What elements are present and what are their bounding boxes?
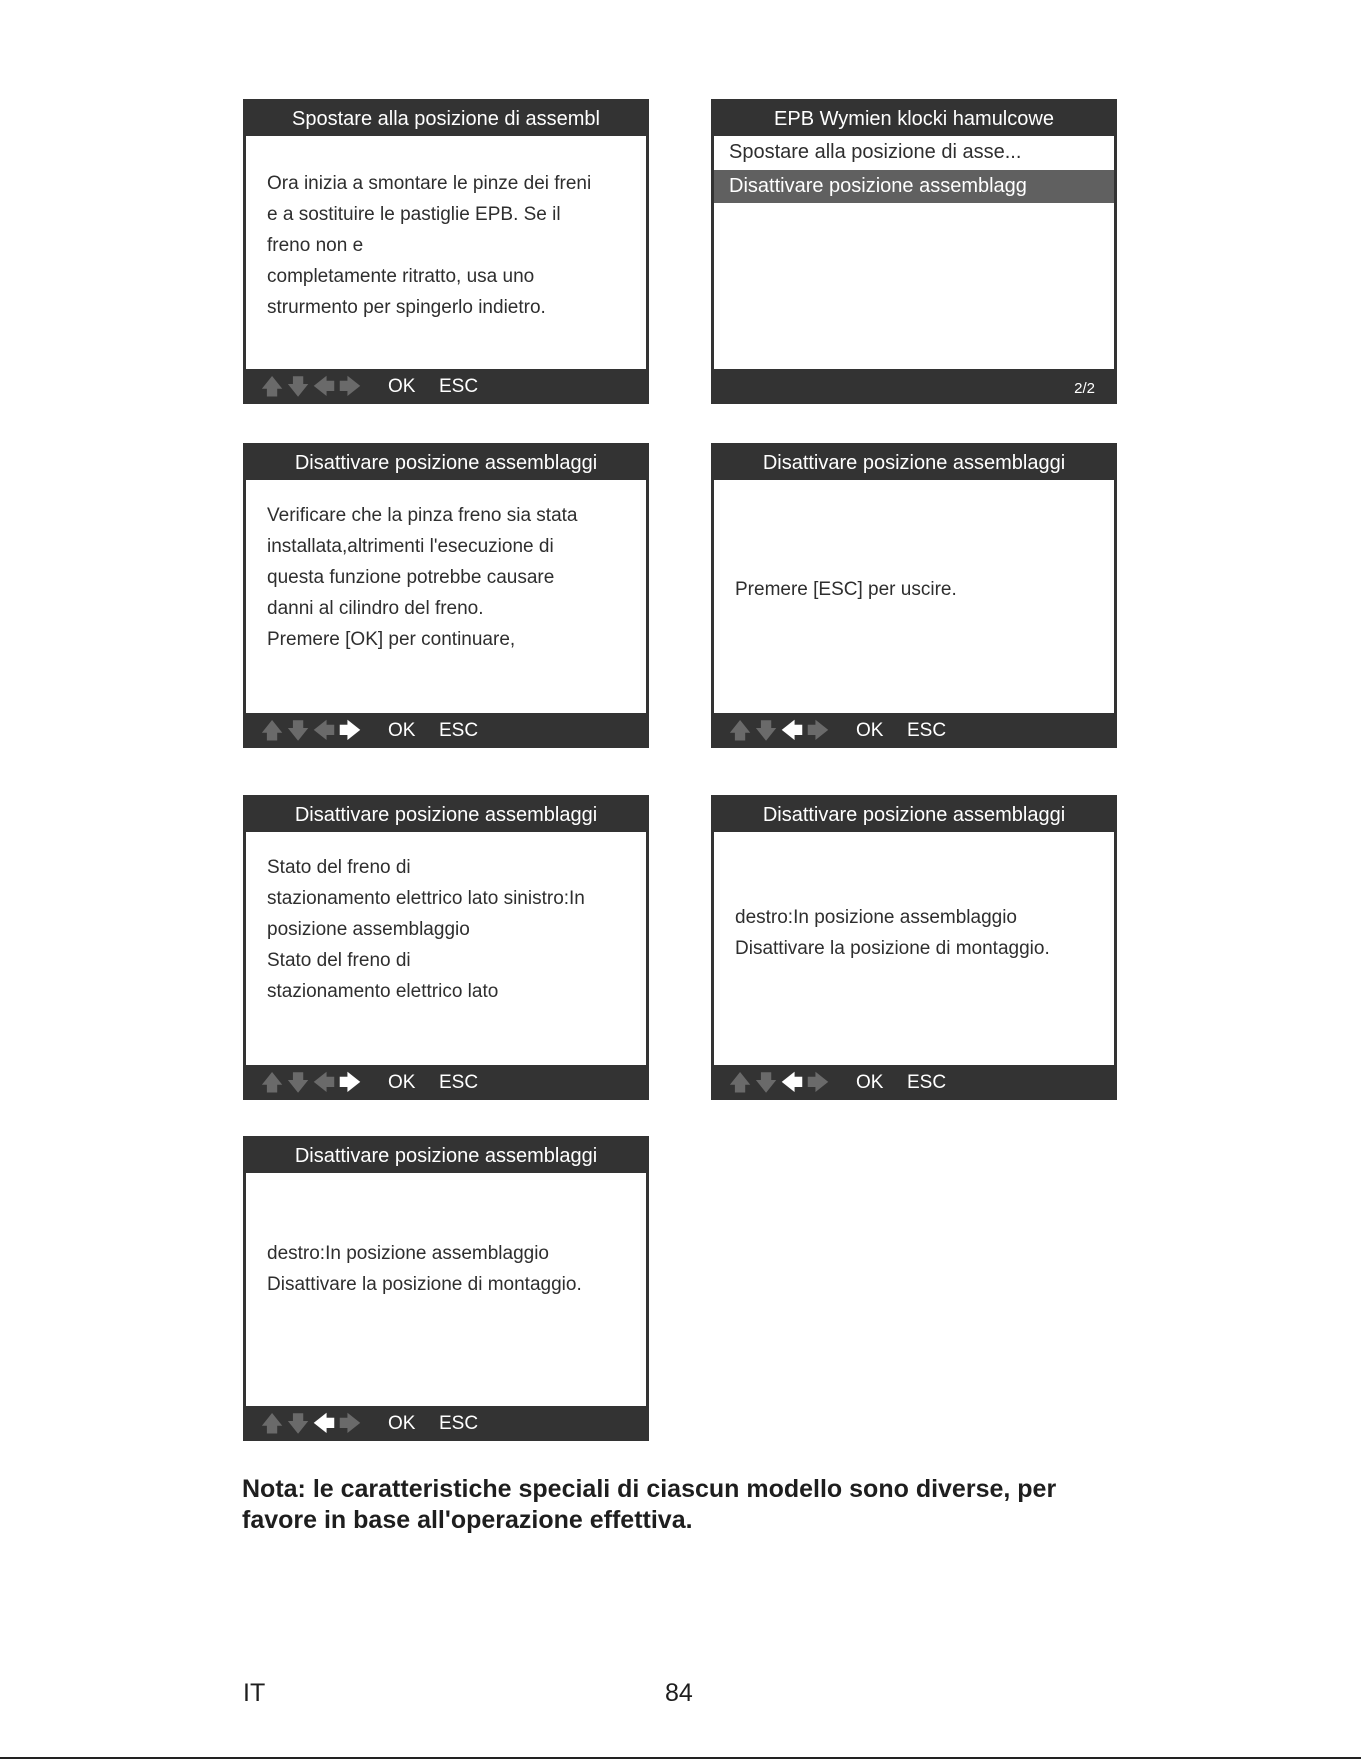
message-line: Disattivare la posizione di montaggio. [267,1274,582,1295]
screen-title: EPB Wymien klocki hamulcowe [774,108,1054,130]
arrow-down-icon: 🡇 [286,374,310,399]
arrow-right-icon: 🡆 [338,1411,362,1436]
arrow-up-icon: 🡅 [260,1411,284,1436]
message-line: Stato del freno di [267,857,411,878]
esc-key: ESC [439,376,479,397]
message-line: Stato del freno di [267,950,411,971]
arrow-left-icon: 🡄 [312,1070,336,1095]
screen-brake-status-left [243,795,649,1100]
nav-arrows [727,1065,831,1101]
arrow-right-icon: 🡆 [338,718,362,743]
screen-footer [243,1065,649,1100]
ok-key: OK [856,1072,884,1093]
message-line: e a sostituire le pastiglie EPB. Se il [267,204,561,225]
ok-key: OK [388,1072,416,1093]
esc-key: ESC [439,1413,479,1434]
message-text [267,500,636,655]
arrow-right-icon: 🡆 [806,718,830,743]
message-line: completamente ritratto, usa uno [267,266,535,287]
arrow-up-icon: 🡅 [728,1070,752,1095]
message-line: danni al cilindro del freno. [267,598,484,619]
screen-deactivate-confirm [243,443,649,748]
page-indicator: 2/2 [1074,380,1095,397]
nav-arrows [727,713,831,749]
screen-title: Disattivare posizione assemblaggi [294,1145,598,1167]
arrow-left-icon: 🡄 [780,1070,804,1095]
screen-press-esc [711,443,1117,748]
note-paragraph [242,1474,1122,1536]
message-text [267,1238,636,1300]
message-line: Premere [OK] per continuare, [267,629,516,650]
screen-footer [243,713,649,748]
note-line: Nota: le caratteristiche speciali di ciascun modello sono diverse, per [242,1475,1057,1503]
nav-arrows [259,713,363,749]
page-bottom-rule [0,1757,1361,1759]
message-line: destro:In posizione assemblaggio [735,907,1018,928]
ok-key: OK [388,1413,416,1434]
arrow-right-icon: 🡆 [806,1070,830,1095]
message-line: installata,altrimenti l'esecuzione di [267,536,554,557]
arrow-left-icon: 🡄 [312,374,336,399]
page-number: 84 [665,1679,693,1707]
message-text [735,574,1104,605]
message-line: stazionamento elettrico lato [267,981,499,1002]
esc-key: ESC [439,1072,479,1093]
nav-arrows [259,1406,363,1442]
menu-item-deactivate-assembly[interactable]: Disattivare posizione assemblagg [714,170,1114,203]
screen-footer [243,1406,649,1441]
screen-title: Disattivare posizione assemblaggi [762,452,1066,474]
screen-title: Disattivare posizione assemblaggi [294,804,598,826]
message-line: strurmento per spingerlo indietro. [267,297,546,318]
esc-key: ESC [907,1072,947,1093]
ok-key: OK [856,720,884,741]
screen-footer [243,369,649,404]
message-text [735,902,1104,964]
message-line: questa funzione potrebbe causare [267,567,555,588]
screen-body [246,136,646,369]
screen-footer [711,369,1117,404]
ok-key: OK [388,376,416,397]
arrow-up-icon: 🡅 [260,718,284,743]
arrow-up-icon: 🡅 [728,718,752,743]
nav-arrows [259,1065,363,1101]
screen-epb-menu [711,99,1117,404]
screen-title: Spostare alla posizione di assembl [292,108,600,130]
arrow-down-icon: 🡇 [754,1070,778,1095]
message-line: Premere [ESC] per uscire. [735,579,957,600]
message-line: destro:In posizione assemblaggio [267,1243,550,1264]
esc-key: ESC [439,720,479,741]
screen-body [246,1173,646,1406]
esc-key: ESC [907,720,947,741]
screen-body [714,480,1114,713]
screen-body [714,832,1114,1065]
arrow-right-icon: 🡆 [338,1070,362,1095]
arrow-up-icon: 🡅 [260,374,284,399]
screen-move-to-assembly-position [243,99,649,404]
message-text [267,852,636,1007]
message-line: Verificare che la pinza freno sia stata [267,505,578,526]
message-line: stazionamento elettrico lato sinistro:In [267,888,585,909]
arrow-down-icon: 🡇 [754,718,778,743]
nav-arrows [259,369,363,405]
screen-footer [711,713,1117,748]
message-text [267,168,636,323]
screen-title: Disattivare posizione assemblaggi [762,804,1066,826]
arrow-down-icon: 🡇 [286,1411,310,1436]
language-code: IT [243,1679,266,1707]
arrow-down-icon: 🡇 [286,718,310,743]
arrow-right-icon: 🡆 [338,374,362,399]
screen-footer [711,1065,1117,1100]
screen-body [714,136,1114,369]
note-line: favore in base all'operazione effettiva. [242,1506,693,1534]
arrow-down-icon: 🡇 [286,1070,310,1095]
arrow-up-icon: 🡅 [260,1070,284,1095]
message-line: Ora inizia a smontare le pinze dei freni [267,173,592,194]
message-line: Disattivare la posizione di montaggio. [735,938,1050,959]
menu-item-move-to-assembly[interactable]: Spostare alla posizione di asse... [729,141,1022,163]
ok-key: OK [388,720,416,741]
screen-body [246,480,646,713]
message-line: posizione assemblaggio [267,919,470,940]
screen-brake-status-right [711,795,1117,1100]
arrow-left-icon: 🡄 [312,1411,336,1436]
screen-brake-status-right-2 [243,1136,649,1441]
screen-body [246,832,646,1065]
message-line: freno non e [267,235,364,256]
screen-title: Disattivare posizione assemblaggi [294,452,598,474]
arrow-left-icon: 🡄 [780,718,804,743]
arrow-left-icon: 🡄 [312,718,336,743]
